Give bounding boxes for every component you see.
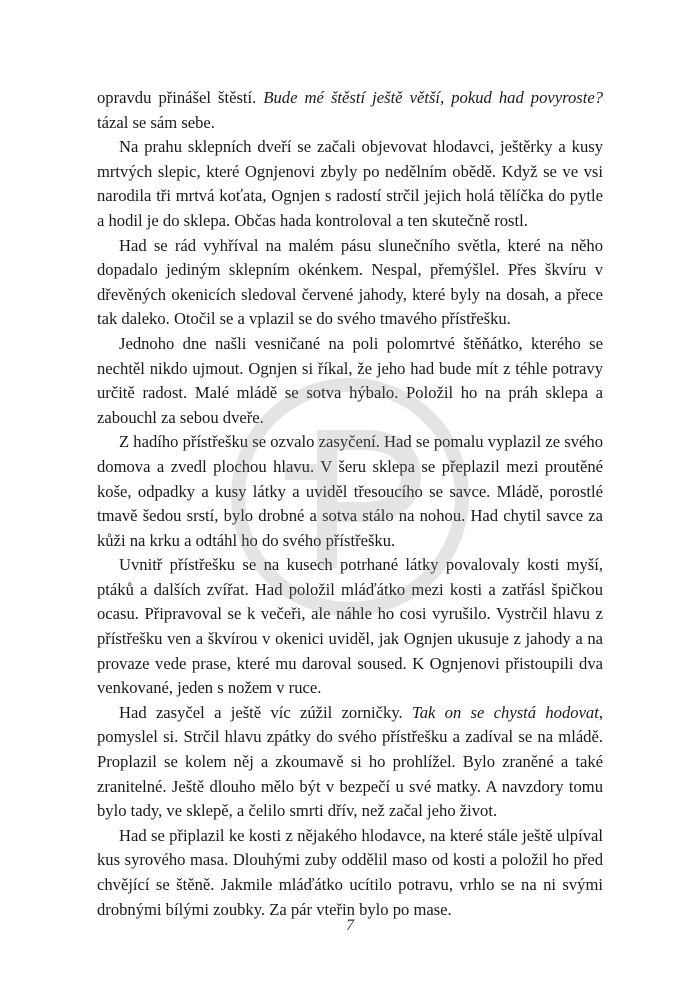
paragraph-1-text-a: opravdu přinášel štěstí.	[97, 88, 264, 107]
page-body	[97, 86, 603, 922]
paragraph-8-text: Had se připlazil ke kosti z nějakého hlodavce, na které stále ještě ulpíval kus syrového masa. Dlouhými zuby oddělil maso od kosti a položil ho před chvějící se štěně. Jakmile mláďátko ucítilo potravu, vrhlo se na ni svými drobnými bílými zoubky. Za pár vteřin bylo po mase.	[97, 825, 603, 919]
paragraph-1-text-b: tázal se sám sebe.	[97, 112, 215, 132]
paragraph-7-thought: Tak on se chystá hodovat	[412, 702, 599, 722]
paragraph-2	[97, 135, 603, 233]
paragraph-7-text-b: , pomyslel si. Strčil hlavu zpátky do svého přístřešku a zadíval se na mládě. Proplazil se kolem něj a zkoumavě si ho prohlížel. Bylo zraněné a také zranitelné. Ještě dlouho mělo být v bezpečí u své matky. A navzdory tomu bylo tady, ve sklepě, a čelilo smrti dřív, než začal jeho život.	[97, 702, 603, 821]
paragraph-8	[97, 824, 603, 922]
paragraph-3-text: Had se rád vyhříval na malém pásu slunečního světla, které na něho dopadalo jediným sklepním okénkem. Nespal, přemýšlel. Přes škvíru v dřevěných okenicích sledoval červené jahody, které byly na dosah, a přece tak daleko. Otočil se a vplazil se do svého tmavého přístřešku.	[97, 235, 603, 329]
paragraph-1-thought: Bude mé štěstí ještě větší, pokud had povyroste?	[263, 88, 604, 107]
paragraph-5	[97, 430, 603, 553]
paragraph-7-text-a: Had zasyčel a ještě víc zúžil zorničky.	[119, 702, 412, 722]
paragraph-1	[97, 86, 603, 135]
paragraph-6-text: Uvnitř přístřešku se na kusech potrhané látky povalovaly kosti myší, ptáků a dalších zvířat. Had položil mláďátko mezi kosti a zatřásl špičkou ocasu. Připravoval se k večeři, ale náhle ho cosi vyrušilo. Vystrčil hlavu z přístřešku ven a škvírou v okenici uviděl, jak Ognjen ukusuje z jahody a na provaze vede prase, které mu daroval soused. K Ognjenovi přistoupili dva venkované, jeden s nožem v ruce.	[97, 555, 603, 698]
paragraph-2-text: Na prahu sklepních dveří se začali objevovat hlodavci, ještěrky a kusy mrtvých slepic, které Ognjenovi zbyly po nedělním obědě. Když se ve vsi narodila tři mrtvá koťata, Ognjen s radostí strčil jejich holá tělíčka do pytle a hodil je do sklepa. Občas hada kontroloval a ten skutečně rostl.	[97, 137, 603, 230]
paragraph-6	[97, 553, 603, 701]
page-number: 7	[346, 917, 354, 934]
paragraph-5-text: Z hadího přístřešku se ozvalo zasyčení. Had se pomalu vyplazil ze svého domova a zvedl plochou hlavu. V šeru sklepa se přeplazil mezi proutěné koše, odpadky a kusy látky a uviděl třesoucího se savce. Mládě, porostlé tmavě šedou srstí, bylo drobné a sotva stálo na nohou. Had chytil savce za kůži na krku a odtáhl ho do svého přístřešku.	[97, 432, 603, 550]
paragraph-3	[97, 234, 603, 332]
paragraph-4	[97, 332, 603, 430]
paragraph-7	[97, 701, 603, 824]
paragraph-4-text: Jednoho dne našli vesničané na poli polomrtvé štěňátko, kterého se nechtěl nikdo ujmout. Ognjen si říkal, že jeho had bude mít z téhle potravy určitě radost. Malé mládě se sotva hýbalo. Položil ho na práh sklepa a zabouchl za sebou dveře.	[97, 333, 603, 427]
